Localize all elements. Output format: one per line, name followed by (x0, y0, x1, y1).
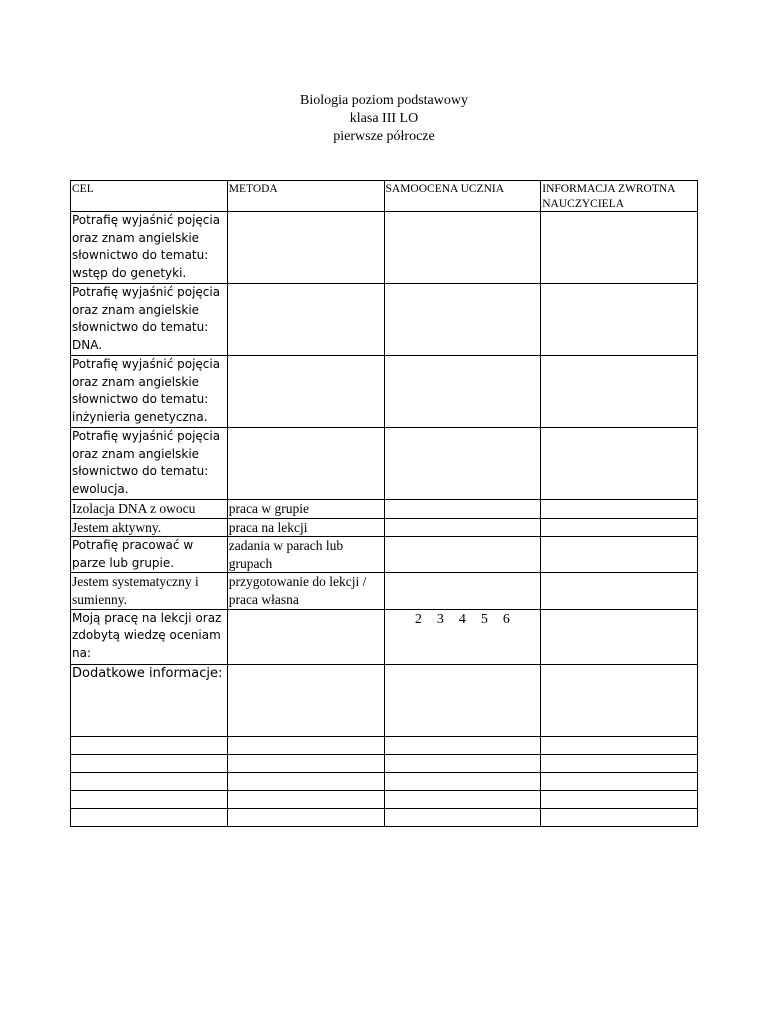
extra-info-row (71, 664, 698, 736)
blank-cell[interactable] (71, 754, 228, 772)
document-title: Biologia poziom podstawowy (300, 93, 468, 108)
extra-info-cell[interactable] (384, 664, 541, 736)
table-row (71, 573, 698, 609)
grade-scale-cell (384, 609, 541, 664)
method-cell: zadania w parach lub grupach (227, 537, 384, 573)
method-cell[interactable] (227, 356, 384, 428)
extra-info-cell[interactable] (541, 664, 698, 736)
document-class: klasa III LO (349, 111, 419, 126)
self-assessment-cell[interactable] (384, 356, 541, 428)
table-row (71, 537, 698, 573)
grade-option[interactable]: 3 (436, 611, 444, 627)
self-assessment-cell[interactable] (384, 212, 541, 284)
blank-cell[interactable] (71, 808, 228, 826)
method-cell[interactable] (227, 428, 384, 500)
blank-cell[interactable] (227, 790, 384, 808)
goal-cell: Potrafię wyjaśnić pojęcia oraz znam angielskie słownictwo do tematu: DNA. (71, 284, 228, 356)
goal-cell: Potrafię wyjaśnić pojęcia oraz znam angielskie słownictwo do tematu: ewolucja. (71, 428, 228, 500)
grade-option[interactable]: 4 (458, 611, 466, 627)
blank-cell[interactable] (227, 808, 384, 826)
blank-cell[interactable] (227, 754, 384, 772)
grade-row (71, 609, 698, 664)
blank-cell[interactable] (541, 790, 698, 808)
blank-cell[interactable] (384, 790, 541, 808)
self-assessment-cell[interactable] (384, 573, 541, 609)
blank-cell[interactable] (71, 736, 228, 754)
blank-cell[interactable] (227, 772, 384, 790)
goal-cell: Potrafię wyjaśnić pojęcia oraz znam angielskie słownictwo do tematu: wstęp do genetyki. (71, 212, 228, 284)
self-assessment-cell[interactable] (384, 284, 541, 356)
table-row (71, 356, 698, 428)
blank-cell[interactable] (384, 736, 541, 754)
blank-row (71, 772, 698, 790)
blank-cell[interactable] (541, 736, 698, 754)
teacher-feedback-cell[interactable] (541, 537, 698, 573)
goal-cell: Izolacja DNA z owocu (71, 500, 228, 519)
goal-cell: Moją pracę na lekcji oraz zdobytą wiedzę oceniam na: (71, 609, 228, 664)
method-cell[interactable] (227, 284, 384, 356)
grade-option[interactable]: 2 (414, 611, 422, 627)
table-row (71, 500, 698, 519)
column-header-cel: CEL (71, 181, 228, 212)
document-header (0, 92, 768, 146)
blank-cell[interactable] (541, 808, 698, 826)
column-header-samoocena: SAMOOCENA UCZNIA (384, 181, 541, 212)
blank-row (71, 790, 698, 808)
table-row (71, 212, 698, 284)
goal-cell: Jestem systematyczny i sumienny. (71, 573, 228, 609)
blank-cell[interactable] (541, 754, 698, 772)
blank-row (71, 736, 698, 754)
self-assessment-cell[interactable] (384, 537, 541, 573)
column-header-informacja: INFORMACJA ZWROTNA NAUCZYCIELA (541, 181, 698, 212)
self-assessment-cell[interactable] (384, 500, 541, 519)
grade-scale (386, 610, 540, 629)
method-cell: praca na lekcji (227, 518, 384, 537)
teacher-feedback-cell[interactable] (541, 284, 698, 356)
teacher-feedback-cell[interactable] (541, 573, 698, 609)
method-cell[interactable] (227, 609, 384, 664)
teacher-feedback-cell[interactable] (541, 356, 698, 428)
blank-row (71, 808, 698, 826)
teacher-feedback-cell[interactable] (541, 609, 698, 664)
blank-cell[interactable] (384, 754, 541, 772)
table-row (71, 284, 698, 356)
grade-option[interactable]: 5 (480, 611, 488, 627)
self-assessment-cell[interactable] (384, 428, 541, 500)
teacher-feedback-cell[interactable] (541, 500, 698, 519)
blank-cell[interactable] (384, 808, 541, 826)
evaluation-table (70, 180, 698, 827)
goal-cell: Potrafię pracować w parze lub grupie. (71, 537, 228, 573)
teacher-feedback-cell[interactable] (541, 428, 698, 500)
method-cell: przygotowanie do lekcji / praca własna (227, 573, 384, 609)
blank-cell[interactable] (541, 772, 698, 790)
extra-info-cell[interactable] (227, 664, 384, 736)
self-assessment-cell[interactable] (384, 518, 541, 537)
blank-cell[interactable] (227, 736, 384, 754)
goal-cell: Jestem aktywny. (71, 518, 228, 537)
table-row (71, 428, 698, 500)
document-term: pierwsze półrocze (333, 129, 435, 144)
blank-cell[interactable] (71, 772, 228, 790)
blank-cell[interactable] (384, 772, 541, 790)
grade-option[interactable]: 6 (502, 611, 510, 627)
method-cell: praca w grupie (227, 500, 384, 519)
column-header-metoda: METODA (227, 181, 384, 212)
teacher-feedback-cell[interactable] (541, 518, 698, 537)
table-header-row (71, 181, 698, 212)
table-row (71, 518, 698, 537)
method-cell[interactable] (227, 212, 384, 284)
teacher-feedback-cell[interactable] (541, 212, 698, 284)
extra-info-label: Dodatkowe informacje: (71, 664, 228, 736)
blank-row (71, 754, 698, 772)
goal-cell: Potrafię wyjaśnić pojęcia oraz znam angielskie słownictwo do tematu: inżynieria genetyczna. (71, 356, 228, 428)
blank-cell[interactable] (71, 790, 228, 808)
